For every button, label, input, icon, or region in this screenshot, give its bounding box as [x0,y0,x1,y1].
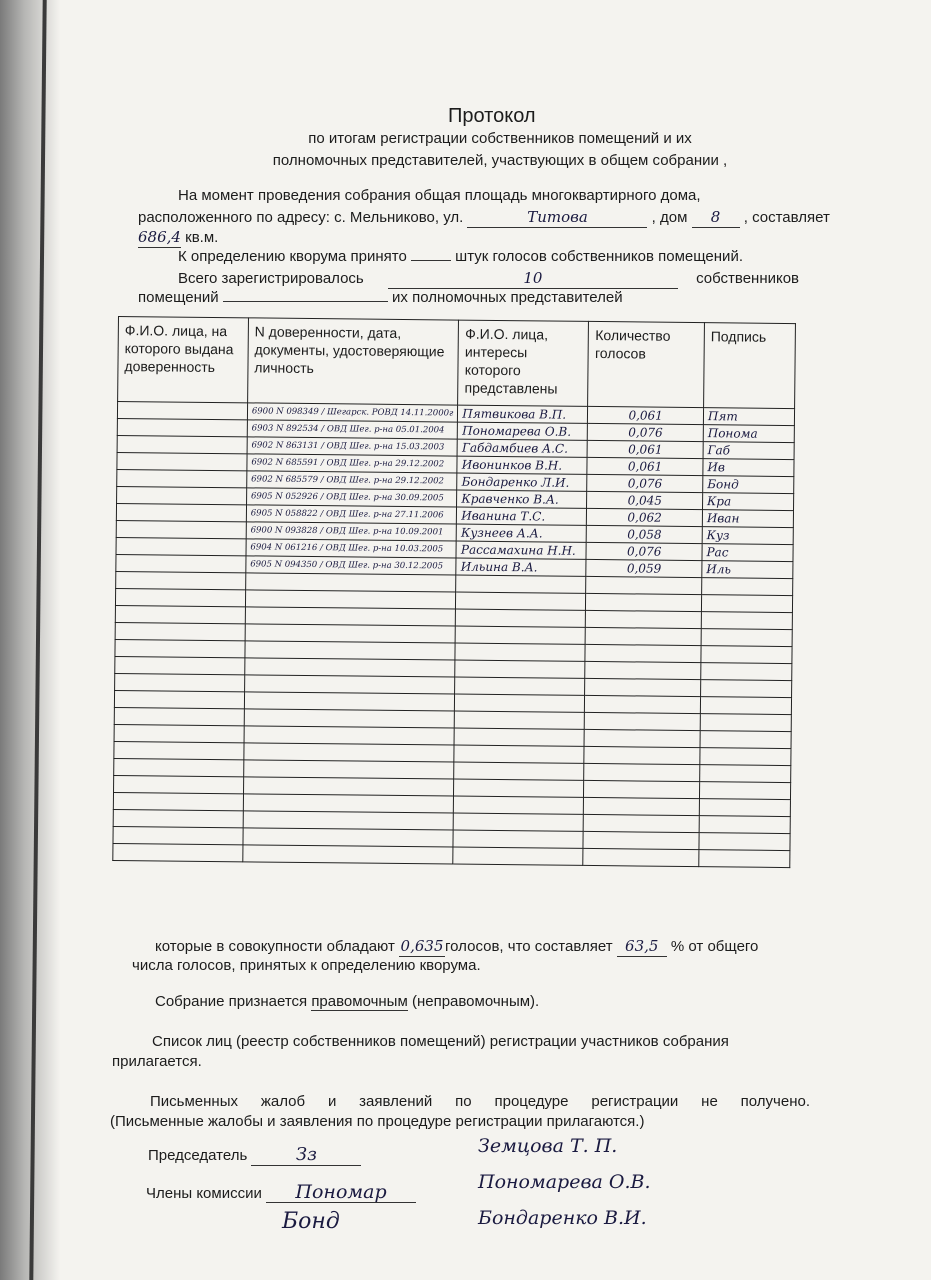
empty-cell [701,595,792,613]
empty-cell [584,763,700,781]
signature-cell: Пят [703,408,794,426]
empty-cell [701,646,792,664]
proxy-holder-cell [117,486,247,504]
empty-cell [455,677,585,695]
area-unit: кв.м. [185,229,219,246]
empty-cell [585,695,701,713]
vote-count-cell: 0,045 [587,491,703,509]
empty-cell [584,746,700,764]
empty-cell [455,694,585,712]
header-vote-count: Количество голосов [588,321,704,407]
proxy-holder-cell [116,537,246,555]
signature-cell: Кра [702,493,793,511]
empty-cell [244,760,455,779]
page-subtitle [230,128,770,172]
represented-name-cell: Габдамбиев А.С. [457,439,587,457]
empty-cell [244,675,455,694]
intro-line-2 [138,207,843,228]
empty-cell [701,612,792,630]
empty-cell [583,848,699,866]
chair-row [148,1145,361,1166]
validity-line [155,992,539,1012]
empty-cell [700,697,791,715]
member1-name: Пономарева О.В. [478,1171,651,1193]
empty-cell [113,826,243,844]
empty-cell [584,814,700,832]
proxy-holder-cell [116,520,246,538]
house-value: 8 [692,207,740,228]
empty-cell [113,792,243,810]
represented-name-cell: Ильина В.А. [456,558,586,576]
chair-name: Земцова Т. П. [478,1135,618,1157]
empty-cell [454,796,584,814]
empty-cell [701,629,792,647]
total-votes: 0,635 [400,937,444,955]
signature-cell: Габ [703,442,794,460]
quorum-value [411,260,451,261]
proxy-document-cell: 6904 N 061216 / ОВД Шег. р-на 10.03.2005 [246,539,457,558]
summary-suffix: % от общего [670,938,759,955]
intro-line-3 [138,227,218,248]
empty-cell [244,726,455,745]
empty-cell [113,809,243,827]
empty-cell [115,656,245,674]
proxy-document-cell: 6905 N 094350 / ОВД Шег. р-на 30.12.2005 [246,556,457,575]
vote-count-cell: 0,076 [587,474,703,492]
empty-cell [244,743,455,762]
empty-cell [585,661,701,679]
empty-cell [245,607,456,626]
empty-cell [245,624,456,643]
represented-name-cell: Пятвикова В.П. [458,405,588,423]
empty-cell [114,758,244,776]
empty-cell [699,816,790,834]
empty-cell [586,610,702,628]
signature-cell: Куз [702,527,793,545]
quorum-line [178,247,743,267]
empty-cell [114,741,244,759]
empty-cell [701,663,792,681]
header-proxy-document: N доверенности, дата, документы, удостоверяющие личность [247,318,458,405]
empty-cell [585,678,701,696]
summary-line-2: числа голосов, принятых к определению кворума. [132,957,481,974]
empty-cell [115,622,245,640]
empty-cell [456,609,586,627]
proxy-document-cell: 6905 N 052926 / ОВД Шег. р-на 30.09.2005 [246,488,457,507]
proxy-holder-cell [117,435,247,453]
empty-cell [585,712,701,730]
validity-prefix: Собрание признается [155,993,308,1010]
represented-name-cell: Бондаренко Л.И. [457,473,587,491]
empty-cell [700,748,791,766]
empty-cell [453,813,583,831]
validity-suffix: (неправомочным). [411,993,540,1010]
empty-cell [701,680,792,698]
members-label: Члены комиссии [146,1185,262,1202]
proxy-document-cell: 6900 N 093828 / ОВД Шег. р-на 10.09.2001 [246,522,457,541]
empty-cell [454,779,584,797]
proxy-document-cell: 6903 N 892534 / ОВД Шег. р-на 05.01.2004 [247,420,458,439]
registry-line-2: прилагается. [112,1053,202,1070]
proxy-document-cell: 6902 N 685591 / ОВД Шег. р-на 29.12.2002 [247,454,458,473]
summary-mid: голосов, что составляет [445,938,613,955]
table-header-row [118,317,796,409]
registered-count: 10 [388,268,678,289]
signature-cell: Бонд [703,476,794,494]
vote-count-cell: 0,076 [588,423,704,441]
represented-name-cell: Кравченко В.А. [457,490,587,508]
empty-cell [699,782,790,800]
member2-name: Бондаренко В.И. [478,1207,647,1229]
empty-cell [699,850,790,868]
chair-label: Председатель [148,1147,248,1164]
empty-cell [115,639,245,657]
empty-cell [699,833,790,851]
represented-name-cell: Ивонинков В.Н. [457,456,587,474]
proxy-holder-cell [117,452,247,470]
empty-cell [584,797,700,815]
empty-cell [585,644,701,662]
empty-cell [455,660,585,678]
address-prefix: расположенного по адресу: с. Мельниково, ул. [138,209,464,226]
empty-cell [699,799,790,817]
empty-cell [586,593,702,611]
registration-table [112,316,796,868]
empty-cell [456,592,586,610]
member2-signature: Бонд [282,1209,340,1234]
registry-line-1: Список лиц (реестр собственников помещений) регистрации участников собрания [152,1033,729,1050]
header-proxy-holder: Ф.И.О. лица, на которого выдана доверенность [118,317,249,403]
empty-cell [454,745,584,763]
registered-suffix: собственников [696,270,800,287]
street-value: Титова [467,207,647,228]
vote-count-cell: 0,061 [588,406,704,424]
empty-cell [115,673,245,691]
empty-cell [454,728,584,746]
empty-cell [244,692,455,711]
empty-cell [115,605,245,623]
percent-value: 63,5 [617,936,667,957]
signature-cell: Понома [703,425,794,443]
empty-cell [243,777,454,796]
empty-cell [456,575,586,593]
intro-line-1: На момент проведения собрания общая площадь многоквартирного дома, [178,187,701,204]
subtitle-line-1: по итогам регистрации собственников помещений и их [308,130,692,147]
vote-count-cell: 0,062 [587,508,703,526]
empty-cell [244,709,455,728]
premises-word: помещений [138,289,219,306]
proxy-document-cell: 6902 N 863131 / ОВД Шег. р-на 15.03.2003 [247,437,458,456]
empty-cell [243,828,454,847]
proxy-document-cell: 6900 N 098349 / Шегарск. РОВД 14.11.2000г [247,403,458,422]
empty-cell [113,843,243,861]
area-value: 686,4 [138,228,181,246]
empty-cell [243,811,454,830]
represented-name-cell: Пономарева О.В. [458,422,588,440]
proxy-holder-cell [117,402,247,420]
empty-cell [700,714,791,732]
vote-count-cell: 0,076 [586,542,702,560]
represented-name-cell: Иванина Т.С. [457,507,587,525]
signature-cell: Рас [702,544,793,562]
empty-cell [245,658,456,677]
empty-cell [453,847,583,865]
premises-line [138,288,623,308]
empty-cell [453,830,583,848]
quorum-prefix: К определению кворума принято [178,248,407,265]
signature-cell: Иль [702,561,793,579]
signature-cell: Ив [703,459,794,477]
vote-count-cell: 0,059 [586,559,702,577]
proxy-holder-cell [116,503,246,521]
member1-signature: Пономар [266,1182,416,1203]
represented-name-cell: Кузнеев А.А. [457,524,587,542]
representatives-text: их полномочных представителей [392,289,623,306]
proxy-document-cell: 6905 N 058822 / ОВД Шег. р-на 27.11.2006 [246,505,457,524]
premises-blank [223,301,388,302]
empty-cell [245,573,456,592]
represented-name-cell: Рассамахина Н.Н. [456,541,586,559]
quorum-suffix: штук голосов собственников помещений. [455,248,743,265]
empty-cell [115,588,245,606]
empty-cell [245,590,456,609]
vote-count-cell: 0,061 [587,440,703,458]
empty-cell [114,707,244,725]
empty-cell [454,762,584,780]
empty-cell [455,626,585,644]
empty-cell [586,627,702,645]
empty-cell [455,711,585,729]
signature-cell: Иван [702,510,793,528]
table-body [113,402,795,868]
header-represented-person: Ф.И.О. лица, интересы которого представлены [458,320,589,406]
house-label: , дом [651,209,688,226]
empty-cell [114,775,244,793]
proxy-document-cell: 6902 N 685579 / ОВД Шег. р-на 29.12.2002 [247,471,458,490]
empty-cell [584,729,700,747]
empty-cell [586,576,702,594]
empty-cell [584,780,700,798]
page-title: Протокол [448,105,536,127]
empty-cell [243,845,454,864]
proxy-holder-cell [116,554,246,572]
subtitle-line-2: полномочных представителей, участвующих в общем собрании , [272,152,728,169]
proxy-holder-cell [117,418,247,436]
empty-cell [700,765,791,783]
empty-cell [114,690,244,708]
empty-cell [702,578,793,596]
vote-count-cell: 0,061 [587,457,703,475]
empty-cell [243,794,454,813]
complaints-line-2: (Письменные жалобы и заявления по процедуре регистрации прилагаются.) [110,1113,645,1130]
vote-count-cell: 0,058 [587,525,703,543]
members-row [146,1182,416,1204]
summary-line-1 [155,936,758,957]
empty-cell [455,643,585,661]
empty-cell [116,571,246,589]
empty-cell [114,724,244,742]
chair-signature: Зз [251,1145,361,1166]
complaints-line-1: Письменных жалоб и заявлений по процедуре регистрации не получено. [150,1093,810,1110]
empty-cell [700,731,791,749]
empty-cell [583,831,699,849]
registered-prefix: Всего зарегистрировалось [178,270,364,287]
proxy-holder-cell [117,469,247,487]
header-signature: Подпись [704,323,796,409]
registered-line [178,268,838,289]
address-suffix: , составляет [743,209,830,226]
validity-word: правомочным [311,993,408,1010]
empty-cell [245,641,456,660]
summary-prefix: которые в совокупности обладают [155,938,395,955]
